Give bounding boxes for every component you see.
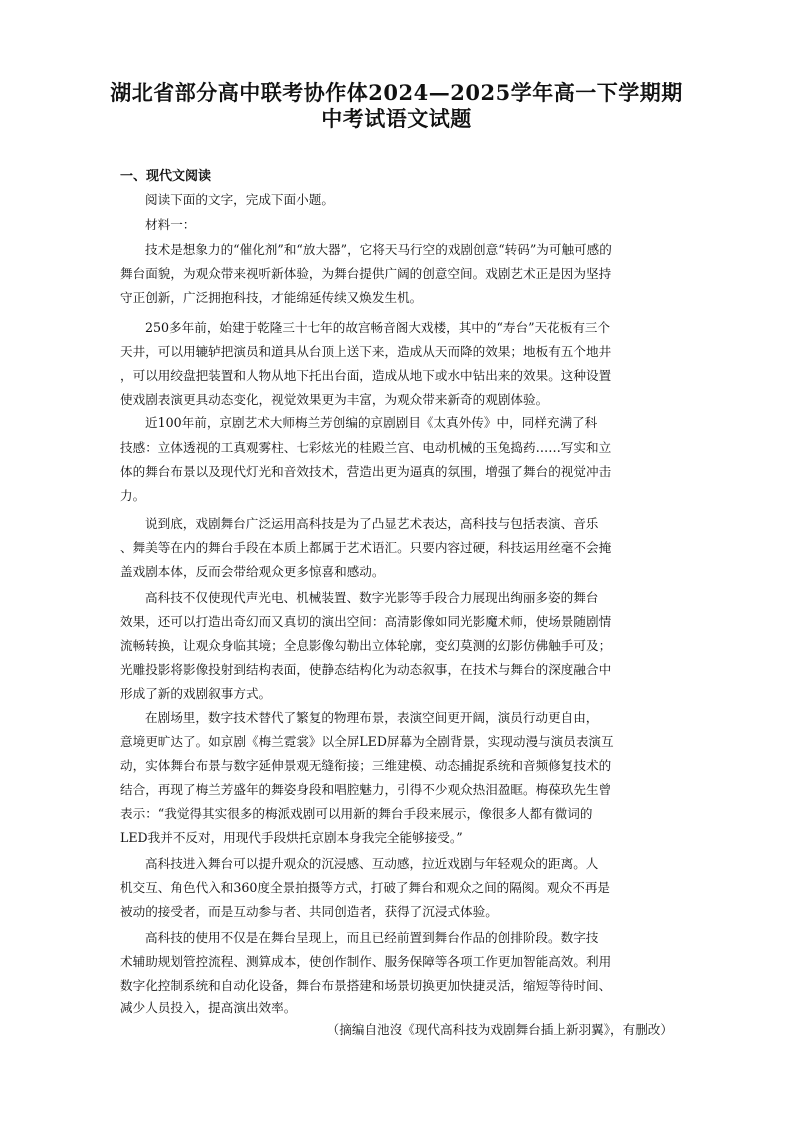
text-line: 高科技进入舞台可以提升观众的沉浸感、互动感，拉近戏剧与年轻观众的距离。人 — [145, 856, 599, 871]
text-line: 、舞美等在内的舞台手段在本质上都属于艺术语汇。只要内容过硬，科技运用丝毫不会掩 — [120, 540, 612, 555]
text-line: 数字化控制系统和自动化设备，舞台布景搭建和场景切换更加快捷灵活，缩短等待时间、 — [120, 978, 612, 993]
text-line: 近100年前，京剧艺术大师梅兰芳创编的京剧剧目《太真外传》中，同样充满了科 — [145, 415, 598, 430]
text-line: 说到底，戏剧舞台广泛运用高科技是为了凸显艺术表达，高科技与包括表演、音乐 — [145, 516, 599, 531]
text-line: 力。 — [120, 488, 146, 503]
text-line: 光雕投影将影像投射到结构表面，使静态结构化为动态叙事，在技术与舞台的深度融合中 — [120, 662, 612, 677]
section-heading: 一、现代文阅读 — [120, 169, 212, 184]
text-line: 天井，可以用辘轳把演员和道具从台顶上送下来，造成从天而降的效果；地板有五个地井 — [120, 344, 612, 359]
text-line: 高科技的使用不仅是在舞台呈现上，而且已经前置到舞台作品的创排阶段。数字技 — [145, 930, 599, 945]
text-line: 减少人员投入，提高演出效率。 — [120, 1000, 297, 1015]
text-line: 使戏剧表演更具动态变化，视觉效果更为丰富，为观众带来新奇的观剧体验。 — [120, 392, 549, 407]
text-line: ，可以用绞盘把装置和人物从地下托出台面，造成从地下或水中钻出来的效果。这种设置 — [120, 368, 612, 383]
text-line: 体的舞台布景以及现代灯光和音效技术，营造出更为逼真的氛围，增强了舞台的视觉冲击 — [120, 464, 612, 479]
source-citation: （摘编自池沒《现代高科技为戏剧舞台插上新羽翼》，有删改） — [326, 1022, 673, 1037]
text-line: LED我并不反对，用现代手段烘托京剧本身我完全能够接受。” — [120, 830, 463, 845]
text-line: 意境更旷达了。如京剧《梅兰霓裳》以全屏LED屏幕为全剧背景，实现动漫与演员表演互 — [120, 734, 614, 749]
text-line: 结合，再现了梅兰芳盛年的舞姿身段和唱腔魅力，引得不少观众热泪盈眶。梅葆玖先生曾 — [120, 782, 612, 797]
text-line: 舞台面貌，为观众带来视听新体验，为舞台提供广阔的创意空间。戏剧艺术正是因为坚持 — [120, 266, 612, 281]
text-line: 机交互、角色代入和360度全景拍摄等方式，打破了舞台和观众之间的隔阂。观众不再是 — [120, 880, 611, 895]
text-line: 效果，还可以打造出奇幻而又真切的演出空间：高清影像如同光影魔术师，使场景随剧情 — [120, 614, 612, 629]
page-title-line-1: 湖北省部分高中联考协作体2024—2025学年高一下学期期 — [110, 80, 683, 105]
page-title-line-2: 中考试语文试题 — [321, 106, 472, 131]
text-line: 表示：“我觉得其实很多的梅派戏剧可以用新的舞台手段来展示，像很多人都有微词的 — [120, 806, 593, 821]
material-label: 材料一： — [145, 217, 196, 232]
text-line: 流畅转换，让观众身临其境；全息影像勾勒出立体轮廓，变幻莫测的幻影仿佛触手可及； — [120, 638, 612, 653]
text-line: 守正创新，广泛拥抱科技，才能绵延传续又焕发生机。 — [120, 290, 423, 305]
text-line: 250多年前，始建于乾隆三十七年的故宫畅音阁大戏楼，其中的“寿台”天花板有三个 — [145, 320, 611, 335]
text-line: 形成了新的戏剧叙事方式。 — [120, 686, 272, 701]
text-line: 术辅助规划管控流程、测算成本，使创作制作、服务保障等各项工作更加智能高效。利用 — [120, 954, 612, 969]
text-line: 盖戏剧本体，反而会带给观众更多惊喜和感动。 — [120, 564, 385, 579]
text-line: 在剧场里，数字技术替代了繁复的物理布景，表演空间更开阔，演员行动更自由， — [145, 710, 599, 725]
instruction-text: 阅读下面的文字，完成下面小题。 — [145, 192, 334, 207]
text-line: 技术是想象力的“催化剂”和“放大器”，它将天马行空的戏剧创意“转码”为可触可感的 — [145, 242, 612, 257]
text-line: 动，实体舞台布景与数字延伸景观无缝衔接；三维建模、动态捕捉系统和音频修复技术的 — [120, 758, 612, 773]
text-line: 被动的接受者，而是互动参与者、共同创造者，获得了沉浸式体验。 — [120, 904, 498, 919]
text-line: 技感：立体透视的工真观雾柱、七彩炫光的桂殿兰宫、电动机械的玉兔捣药……写实和立 — [120, 440, 612, 455]
text-line: 高科技不仅使现代声光电、机械装置、数字光影等手段合力展现出绚丽多姿的舞台 — [145, 590, 599, 605]
